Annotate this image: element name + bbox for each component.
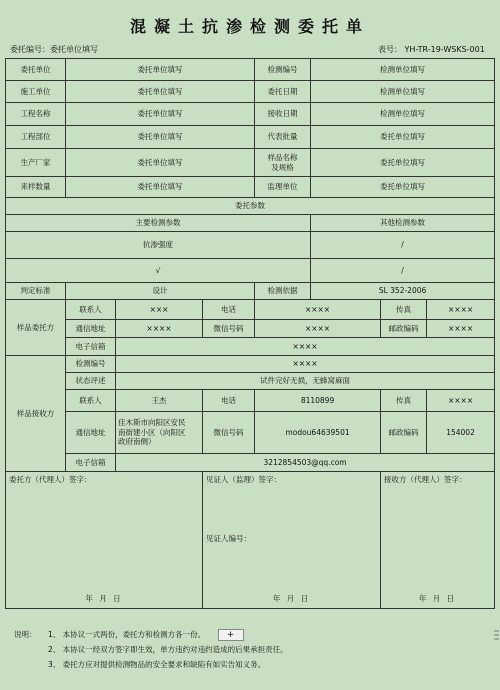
- table-row: [6, 320, 495, 338]
- main-param-value[interactable]: 抗渗强度: [6, 232, 311, 259]
- receiver-signature-date: 年 月 日: [418, 593, 457, 603]
- receiver-signature-cell[interactable]: [381, 472, 495, 609]
- receiver-signature-label: 接收方（代理人）签字：: [384, 475, 467, 484]
- field-label: 传真: [381, 390, 427, 412]
- field-value[interactable]: 8110899: [255, 390, 381, 412]
- table-row: [6, 454, 495, 472]
- field-value[interactable]: ××××: [255, 320, 381, 338]
- resize-handle-icon: [494, 630, 500, 640]
- field-value[interactable]: SL 352-2006: [311, 283, 495, 300]
- table-row: [6, 215, 495, 232]
- field-value[interactable]: 委托单位填写: [66, 177, 255, 198]
- form-number: 表号： YH-TR-19-WSKS-001: [378, 45, 485, 54]
- field-value[interactable]: 佳木斯市向阳区安民 南街建小区（向阳区 政府南侧）: [116, 412, 203, 454]
- field-label: 电子信箱: [66, 338, 116, 356]
- field-value[interactable]: 王杰: [116, 390, 203, 412]
- witness-signature-label: 见证人（监理）签字：: [206, 475, 281, 484]
- field-value[interactable]: ××××: [116, 356, 495, 373]
- main-params-header: 主要检测参数: [6, 215, 311, 232]
- table-row: [6, 59, 495, 81]
- params-title: 委托参数: [6, 198, 495, 215]
- field-value[interactable]: modou64639501: [255, 412, 381, 454]
- table-row: [6, 390, 495, 412]
- table-row: [6, 412, 495, 454]
- field-label: 微信号码: [203, 320, 255, 338]
- table-row: [6, 81, 495, 103]
- note-item: 3、 委托方应对提供检测物品的安全要求和缺陷有如实告知义务。: [48, 660, 266, 669]
- field-label: 生产厂家: [6, 149, 66, 177]
- field-value[interactable]: ××××: [427, 320, 495, 338]
- field-label: 监理单位: [255, 177, 311, 198]
- field-value[interactable]: 检测单位填写: [311, 103, 495, 126]
- client-signature-cell[interactable]: [6, 472, 203, 609]
- field-value[interactable]: ××××: [427, 300, 495, 320]
- table-row: [6, 373, 495, 390]
- field-value[interactable]: 委托单位填写: [66, 149, 255, 177]
- table-row: [6, 177, 495, 198]
- field-label: 代表批量: [255, 126, 311, 149]
- field-label: 通信地址: [66, 412, 116, 454]
- field-value[interactable]: 委托单位填写: [311, 177, 495, 198]
- form-title: 混凝土抗渗检测委托单: [129, 17, 370, 36]
- table-row: [6, 232, 495, 259]
- field-value[interactable]: ××××: [116, 320, 203, 338]
- commission-table: [5, 58, 495, 609]
- field-label: 状态评述: [66, 373, 116, 390]
- table-row: [6, 356, 495, 373]
- field-value[interactable]: 试件完好无损，无蜂窝麻面: [116, 373, 495, 390]
- field-label: 工程部位: [6, 126, 66, 149]
- field-label: 样品名称 及规格: [255, 149, 311, 177]
- commission-number: 委托编号：委托单位填写: [10, 45, 98, 54]
- field-value[interactable]: 设计: [66, 283, 255, 300]
- field-value[interactable]: 委托单位填写: [66, 103, 255, 126]
- field-value[interactable]: ×××: [116, 300, 203, 320]
- field-label: 通信地址: [66, 320, 116, 338]
- field-label: 微信号码: [203, 412, 255, 454]
- table-row: [6, 126, 495, 149]
- witness-signature-cell[interactable]: [203, 472, 381, 609]
- field-value[interactable]: 3212854503@qq.com: [116, 454, 495, 472]
- field-label: 工程名称: [6, 103, 66, 126]
- field-label: 施工单位: [6, 81, 66, 103]
- table-row: [6, 338, 495, 356]
- field-label: 电话: [203, 390, 255, 412]
- field-label: 判定标准: [6, 283, 66, 300]
- field-value[interactable]: ××××: [116, 338, 495, 356]
- note-item: 1、 本协议一式两份，委托方和检测方各一份。 +: [48, 627, 244, 642]
- field-value[interactable]: ××××: [255, 300, 381, 320]
- field-label: 邮政编码: [381, 320, 427, 338]
- field-label: 电子信箱: [66, 454, 116, 472]
- field-label: 来样数量: [6, 177, 66, 198]
- other-param-value[interactable]: /: [311, 259, 495, 283]
- other-params-header: 其他检测参数: [311, 215, 495, 232]
- field-label: 委托单位: [6, 59, 66, 81]
- table-row: [6, 103, 495, 126]
- add-button[interactable]: +: [218, 629, 244, 641]
- field-value[interactable]: ××××: [427, 390, 495, 412]
- field-label: 联系人: [66, 300, 116, 320]
- table-row: [6, 259, 495, 283]
- field-label: 邮政编码: [381, 412, 427, 454]
- field-label: 电话: [203, 300, 255, 320]
- field-label: 检测编号: [255, 59, 311, 81]
- field-label: 检测依据: [255, 283, 311, 300]
- client-signature-label: 委托方（代理人）签字：: [9, 475, 92, 484]
- field-value[interactable]: 委托单位填写: [66, 81, 255, 103]
- witness-number-label: 见证人编号：: [206, 534, 251, 544]
- notes-label: 说明：: [14, 630, 37, 639]
- table-row: [6, 300, 495, 320]
- table-row: [6, 198, 495, 215]
- client-signature-date: 年 月 日: [85, 593, 123, 603]
- field-value[interactable]: 检测单位填写: [311, 81, 495, 103]
- note-item: 2、 本协议一经双方签字即生效，单方违约对违约造成的后果承担责任。: [48, 645, 288, 654]
- field-label: 委托日期: [255, 81, 311, 103]
- field-value[interactable]: 检测单位填写: [311, 59, 495, 81]
- client-section-label: 样品委托方: [6, 300, 66, 356]
- field-value[interactable]: 委托单位填写: [311, 149, 495, 177]
- field-value[interactable]: 委托单位填写: [66, 59, 255, 81]
- witness-signature-date: 年 月 日: [272, 593, 311, 603]
- field-label: 联系人: [66, 390, 116, 412]
- field-value[interactable]: 154002: [427, 412, 495, 454]
- other-param-value[interactable]: /: [311, 232, 495, 259]
- field-label: 传真: [381, 300, 427, 320]
- field-label: 接收日期: [255, 103, 311, 126]
- resize-handle[interactable]: [494, 625, 500, 635]
- table-row: [6, 149, 495, 177]
- field-value[interactable]: 委托单位填写: [311, 126, 495, 149]
- field-label: 检测编号: [66, 356, 116, 373]
- table-row: [6, 472, 495, 609]
- main-param-check[interactable]: √: [6, 259, 311, 283]
- table-row: [6, 283, 495, 300]
- receiver-section-label: 样品接收方: [6, 356, 66, 472]
- field-value[interactable]: 委托单位填写: [66, 126, 255, 149]
